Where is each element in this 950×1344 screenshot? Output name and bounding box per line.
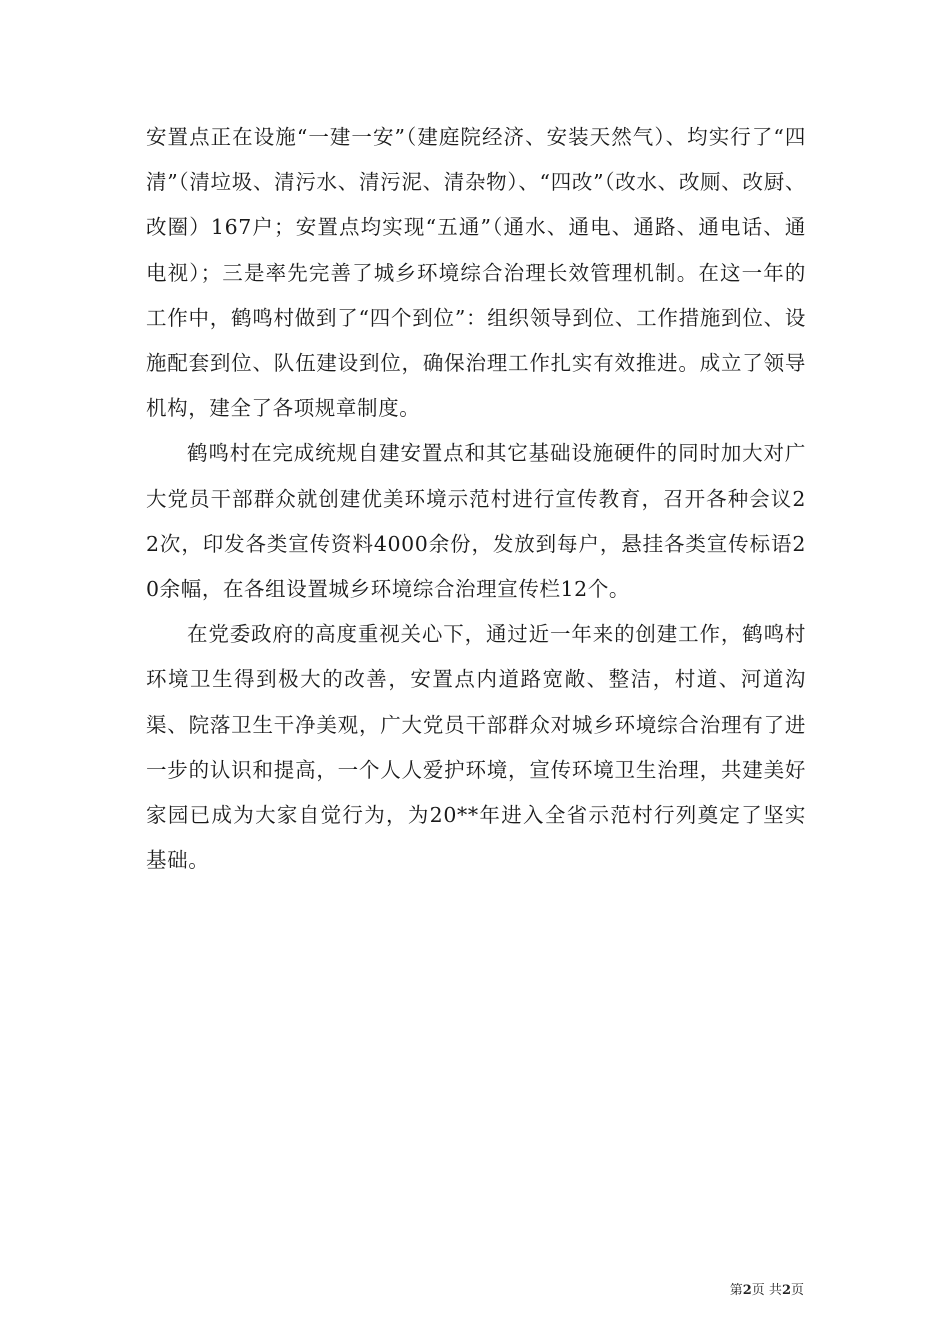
paragraph-continuation: 安置点正在设施“一建一安”（建庭院经济、安装天然气）、均实行了“四清”（清垃圾、清污水、清污泥、清杂物）、“四改”（改水、改厕、改厨、改圈）167户；安置点均实现“五通”（通水、通电、通路、通电话、通电视）；三是率先完善了城乡环境综合治理长效管理机制。在这一年的工作中，鹤鸣村做到了“四个到位”：组织领导到位、工作措施到位、设施配套到位、队伍建设到位，确保治理工作扎实有效推进。成立了领导机构，建全了各项规章制度。 — [146, 125, 806, 421]
paragraph-publicity: 鹤鸣村在完成统规自建安置点和其它基础设施硬件的同时加大对广大党员干部群众就创建优美环境示范村进行宣传教育，召开各种会议22次，印发各类宣传资料4000余份，发放到每户，悬挂各类宣传标语20余幅，在各组设置城乡环境综合治理宣传栏12个。 — [146, 441, 806, 602]
document-body — [146, 115, 806, 883]
paragraph-conclusion: 在党委政府的高度重视关心下，通过近一年来的创建工作，鹤鸣村环境卫生得到极大的改善，安置点内道路宽敞、整洁，村道、河道沟渠、院落卫生干净美观，广大党员干部群众对城乡环境综合治理有了进一步的认识和提高，一个人人爱护环境，宣传环境卫生治理，共建美好家园已成为大家自觉行为，为20**年进入全省示范村行列奠定了坚实基础。 — [146, 622, 806, 873]
footer-prefix: 第 — [729, 1283, 743, 1298]
page-footer — [730, 1283, 804, 1299]
footer-suffix: 页 — [790, 1283, 804, 1298]
footer-current-page: 2 — [742, 1283, 752, 1298]
footer-total-pages: 2 — [781, 1283, 791, 1298]
footer-middle: 页 共 — [751, 1283, 782, 1298]
